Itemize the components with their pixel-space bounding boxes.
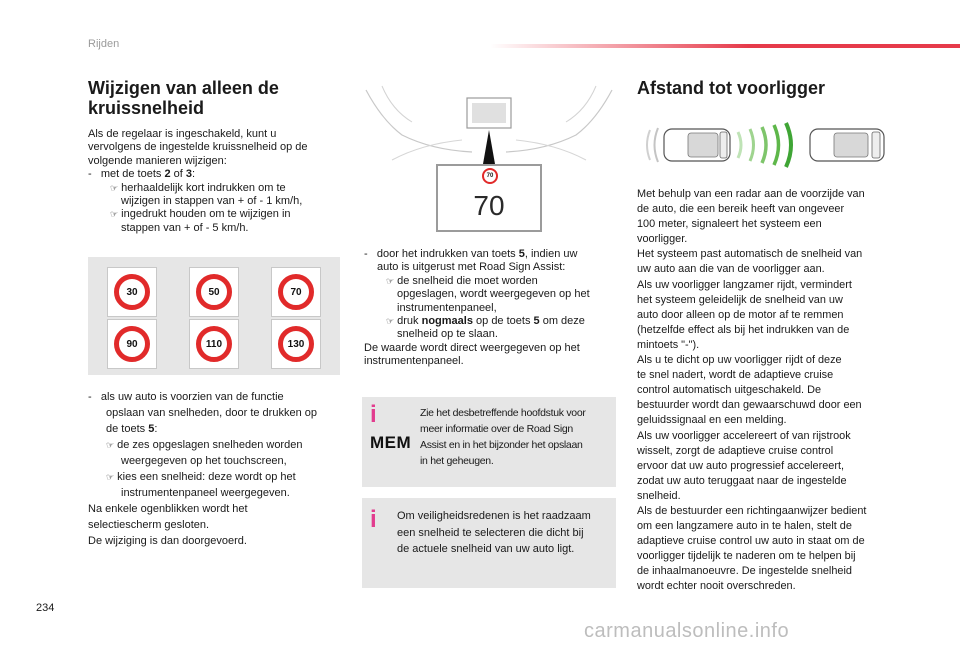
bullet-icon: ☞	[386, 275, 395, 286]
text-line: (hetzelfde effect als bij het indrukken van de	[637, 323, 850, 336]
info-icon: i	[370, 401, 377, 428]
speed-sign: 90	[107, 319, 157, 369]
text-line: Als u te dicht op uw voorligger rijdt of deze	[637, 354, 842, 367]
text-line: Om veiligheidsredenen is het raadzaam	[397, 510, 591, 522]
text-line: de toets 5:	[106, 423, 158, 435]
text-line: geluidssignaal en een melding.	[637, 414, 787, 427]
text-line: instrumentenpaneel weergegeven.	[121, 487, 290, 499]
speed-sign: 70	[271, 267, 321, 317]
radar-illustration	[640, 120, 890, 170]
text-line: de inhaalmanoeuvre. De ingestelde snelheid	[637, 565, 852, 578]
mem-button-label: MEM	[370, 433, 412, 452]
text-line: De waarde wordt direct weergegeven op het	[364, 341, 580, 354]
speed-sign: 30	[107, 267, 157, 317]
text-line: wisselt, zorgt de adaptieve cruise control	[637, 444, 834, 457]
right-text	[637, 187, 899, 595]
text-line: Als de regelaar is ingeschakeld, kunt u	[88, 128, 277, 140]
sub-list-item: ☞ de zes opgeslagen snelheden worden	[106, 439, 303, 451]
list-item: - met de toets 2 of 3:	[88, 168, 196, 181]
text-line: wijzigen in stappen van + of - 1 km/h,	[121, 195, 303, 208]
text-line: Na enkele ogenblikken wordt het	[88, 503, 248, 515]
text-line: ervoor dat uw auto progressief accelereert,	[637, 459, 845, 472]
text-line: instrumentenpaneel.	[364, 355, 464, 368]
watermark: carmanualsonline.info	[584, 620, 790, 642]
sub-list-item: ☞ herhaaldelijk kort indrukken om te	[110, 181, 286, 194]
list-item: - als uw auto is voorzien van de functie	[88, 391, 284, 403]
sub-list-item: ☞ druk nogmaals op de toets 5 om deze	[386, 315, 585, 328]
text-line: Met behulp van een radar aan de voorzijde van	[637, 188, 865, 200]
text-line: Zie het desbetreffende hoofdstuk voor	[420, 407, 586, 419]
text-line: de auto, die een bereik heeft van ongeveer	[637, 203, 845, 216]
text-line: opgeslagen, wordt weergegeven op het	[397, 288, 590, 301]
info-icon: i	[370, 506, 377, 533]
text-line: voorligger.	[637, 233, 688, 246]
text-line: selectiescherm gesloten.	[88, 519, 210, 531]
text-line: control automatisch uitgeschakeld. De	[637, 384, 822, 397]
bullet-icon: ☞	[110, 182, 119, 193]
speed-sign: 130	[271, 319, 321, 369]
text-line: stappen van + of - 5 km/h.	[121, 221, 249, 234]
text-line: Als de bestuurder een richtingaanwijzer bedient	[637, 504, 867, 517]
text-line: volgende manieren wijzigen:	[88, 154, 227, 167]
text-line: zodat uw auto teruggaat naar de ingestelde	[637, 474, 847, 487]
bullet-icon: ☞	[386, 316, 395, 327]
title-line: Wijzigen van alleen de	[88, 78, 279, 98]
text-line: Het systeem past automatisch de snelheid van	[637, 248, 863, 261]
title-line: kruissnelheid	[88, 98, 205, 118]
left-intro	[88, 128, 348, 235]
text-line: snelheid.	[637, 489, 681, 502]
info-box-safety	[362, 498, 616, 588]
sub-list-item: ☞ kies een snelheid: deze wordt op het	[106, 471, 296, 483]
text-line: Als uw voorligger accelereert of van rijstrook	[637, 429, 851, 442]
section-title-distance: Afstand tot voorligger	[637, 78, 825, 98]
displayed-speed: 70	[473, 190, 505, 221]
speed-signs-illustration	[88, 257, 340, 375]
speed-sign-small: 70	[482, 168, 498, 184]
text-line: in het geheugen.	[420, 455, 494, 467]
text-line: een snelheid te selecteren die dicht bij	[397, 526, 584, 539]
text-line: adaptieve cruise control uw auto in staat om de	[637, 535, 865, 548]
page-number: 234	[36, 602, 55, 614]
info-box-mem	[362, 397, 616, 487]
info-text	[397, 508, 613, 558]
text-line: auto door alleen op de motor af te remmen	[637, 308, 844, 321]
text-line: mintoets "-").	[637, 338, 700, 351]
list-item: - door het indrukken van toets 5, indien uw	[364, 248, 578, 260]
speed-sign: 110	[189, 319, 239, 369]
text-line: bestuurder wordt dan gewaarschuwd door een	[637, 399, 862, 412]
info-text	[420, 405, 614, 469]
text-line: de actuele snelheid van uw auto ligt.	[397, 543, 575, 555]
section-title-cruise-speed	[88, 78, 348, 118]
text-line: het systeem geleidelijk de snelheid van uw	[637, 293, 843, 306]
bullet-icon: ☞	[110, 209, 119, 220]
text-line: wordt echter nooit overschreden.	[637, 580, 796, 593]
text-line: De wijziging is dan doorgevoerd.	[88, 535, 247, 547]
sub-list-item: ☞ de snelheid die moet worden	[386, 274, 538, 287]
text-line: auto is uitgerust met Road Sign Assist:	[377, 261, 566, 274]
text-line: snelheid op te slaan.	[397, 328, 498, 341]
left-item2	[88, 389, 348, 549]
text-line: uw auto aan die van de voorligger aan.	[637, 263, 825, 276]
header-accent-bar	[490, 44, 960, 48]
bullet-icon: ☞	[106, 440, 115, 450]
text-line: weergegeven op het touchscreen,	[121, 455, 287, 467]
text-line: 100 meter, signaleert het systeem een	[637, 218, 822, 231]
middle-text	[364, 248, 616, 369]
sub-list-item: ☞ ingedrukt houden om te wijzigen in	[110, 208, 291, 221]
text-line: voorligger tijdelijk te naderen om te helpen bij	[637, 550, 856, 563]
speed-sign: 50	[189, 267, 239, 317]
text-line: Als uw voorligger langzamer rijdt, vermindert	[637, 278, 852, 291]
bullet-icon: ☞	[106, 472, 115, 482]
text-line: te snel nadert, wordt de adaptieve cruise	[637, 369, 834, 382]
text-line: vervolgens de ingestelde kruissnelheid op de	[88, 141, 308, 154]
text-line: Assist en in het bijzonder het opslaan	[420, 439, 583, 451]
section-label: Rijden	[88, 38, 120, 50]
text-line: opslaan van snelheden, door te drukken op	[106, 407, 317, 419]
text-line: meer informatie over de Road Sign	[420, 423, 573, 435]
text-line: instrumentenpaneel,	[397, 301, 497, 314]
text-line: om een langzamere auto in te halen, stelt de	[637, 520, 852, 533]
